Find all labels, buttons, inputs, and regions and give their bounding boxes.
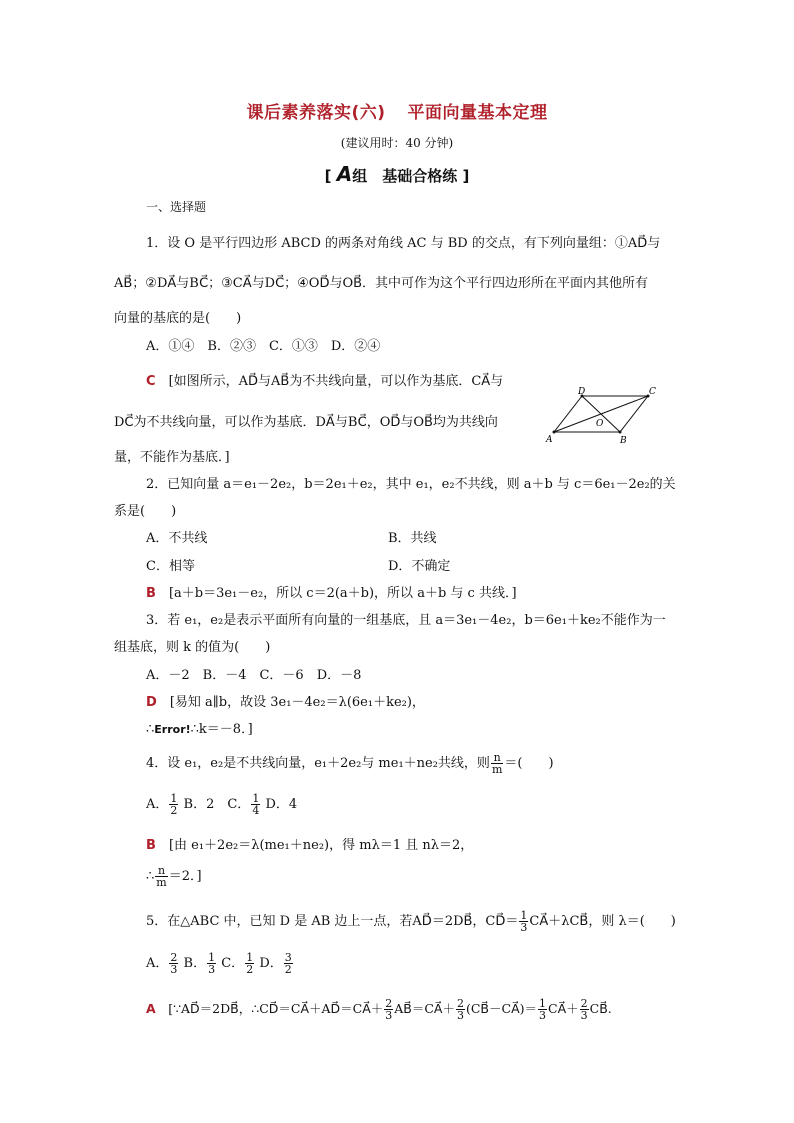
error-text: Error! <box>154 723 191 736</box>
q3-line1: 3．若 e₁，e₂是表示平面所有向量的一组基底，且 a＝3e₁－4e₂，b＝6e₁＋ke₂不能作为一 <box>146 613 666 628</box>
q4-explanation-line2: ∴ $\frac{n}{m}$ ＝2．] <box>146 864 202 889</box>
q2-option-a: A．不共线 <box>146 531 208 546</box>
q2-option-b: B．共线 <box>388 531 437 546</box>
parallelogram-figure <box>540 382 670 446</box>
q3-explanation-line2: ∴Error!∴k＝－8．] <box>146 722 253 737</box>
section-heading: 一、选择题 <box>146 200 207 214</box>
q5-explanation: A [∵AD⃗＝2DB⃗，∴CD⃗＝CA⃗＋AD⃗＝CA⃗＋ $\frac{2}{3}$ AB⃗＝CA⃗＋ $\frac{2}{3}$ (CB⃗－CA⃗)＝ $\frac{1}{3}$ CA⃗＋ $\frac{2}{3}$ CB⃗. <box>146 997 612 1022</box>
suggested-time: (建议用时：40 分钟) <box>340 136 454 150</box>
q3-line2: 组基底，则 k 的值为( ) <box>114 640 271 655</box>
label-b: B <box>620 436 627 446</box>
q2-answer: B <box>146 586 156 601</box>
fraction-n-over-m: $\frac{n}{m}$ <box>491 751 503 776</box>
title-right: 平面向量基本定理 <box>407 103 548 123</box>
label-o: O <box>596 419 604 429</box>
q1-explanation-line3: 量，不能作为基底．] <box>114 450 230 465</box>
q2-option-c: C．相等 <box>146 559 195 574</box>
q4-explanation-line1: B [由 e₁＋2e₂＝λ(me₁＋ne₂)，得 mλ＝1 且 nλ＝2， <box>146 838 474 853</box>
label-d: D <box>578 387 586 397</box>
q5-answer: A <box>146 1001 156 1016</box>
q3-options: A．－2 B．－4 C．－6 D．－8 <box>146 668 362 683</box>
label-a: A <box>546 435 553 445</box>
q1-line3: 向量的基底的是( ) <box>114 311 242 326</box>
label-c: C <box>649 387 656 397</box>
title-left: 课后素养落实(六) <box>246 103 386 123</box>
q2-line2: 系是( ) <box>114 504 177 519</box>
q4-line1: 4．设 e₁，e₂是不共线向量，e₁＋2e₂与 me₁＋ne₂共线，则 $\frac{n}{m}$ ＝( ) <box>146 751 554 776</box>
q1-explanation-line1: C [如图所示，AD⃗与AB⃗为不共线向量，可以作为基底．CA⃗与 <box>146 374 504 389</box>
q3-explanation-line1: D [易知 a∥b，故设 3e₁－4e₂＝λ(6e₁＋ke₂)， <box>146 695 425 710</box>
group-heading: [ A组 基础合格练 ] <box>324 162 470 186</box>
q2-line1: 2．已知向量 a＝e₁－2e₂，b＝2e₁＋e₂，其中 e₁，e₂不共线，则 a＋b 与 c＝6e₁－2e₂的关 <box>146 477 676 492</box>
q5-line1: 5．在△ABC 中，已知 D 是 AB 边上一点，若AD⃗＝2DB⃗，CD⃗＝ $\frac{1}{3}$ CA⃗＋λCB⃗，则 λ＝( ) <box>146 909 676 934</box>
q2-option-d: D．不确定 <box>388 559 451 574</box>
q5-options: A． $\frac{2}{3}$ B． $\frac{1}{3}$ C． $\frac{1}{2}$ D． $\frac{3}{2}$ <box>146 951 292 976</box>
group-label: 组 基础合格练 <box>352 167 458 185</box>
q1-answer: C <box>146 374 156 389</box>
q4-options: A． $\frac{1}{2}$ B．2 C． $\frac{1}{4}$ D．4 <box>146 792 298 817</box>
q1-explanation-line2: DC⃗为不共线向量，可以作为基底．DA⃗与BC⃗，OD⃗与OB⃗均为共线向 <box>114 415 498 430</box>
q1-options: A．①④ B．②③ C．①③ D．②④ <box>146 339 381 354</box>
q2-explanation: B [a＋b＝3e₁－e₂，所以 c＝2(a＋b)，所以 a＋b 与 c 共线．] <box>146 586 517 601</box>
q3-answer: D <box>146 695 157 710</box>
q4-answer: B <box>146 838 156 853</box>
group-letter: A <box>336 162 353 186</box>
q1-line2: AB⃗；②DA⃗与BC⃗；③CA⃗与DC⃗；④OD⃗与OB⃗．其中可作为这个平行四边形所在平面内其他所有 <box>114 276 649 291</box>
q1-line1: 1．设 O 是平行四边形 ABCD 的两条对角线 AC 与 BD 的交点，有下列向量组：①AD⃗与 <box>146 236 661 251</box>
page-title <box>0 98 794 123</box>
